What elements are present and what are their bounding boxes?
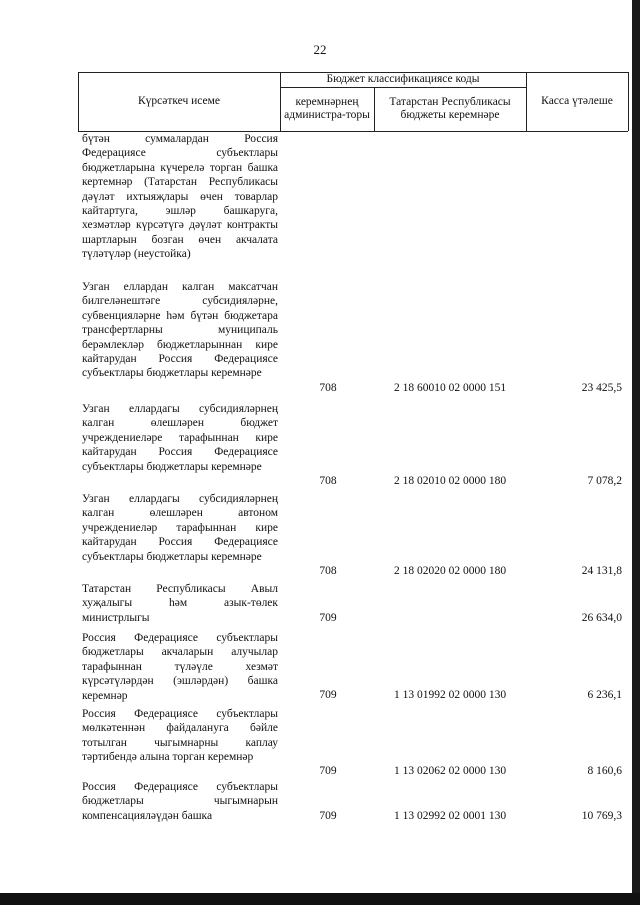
header-cash-col: Касса үтәлеше (541, 95, 613, 107)
row-amount: 8 160,6 (587, 765, 622, 777)
row-name: Россия Федерациясе субъектлары мөлкәтеннән файдалануга бәйле тотылган чыгымнарны каплау тәртибендә алына торган керемнәр (82, 708, 278, 764)
header-name-col: Күрсәткеч исеме (137, 95, 221, 107)
header-right-border (628, 72, 629, 131)
row-name: Узган еллардан калган максатчан билгеләнештәге субсидияләрне, субвенцияләрне һәм бүтән бюджетара трансфертларны муниципаль берәмлекләр бюджетларыннан кире кайтарудан Россия Федерациясе субъектлары бюджетлары керемнәре (82, 281, 278, 380)
row-admin: 708 (319, 475, 337, 487)
row-admin: 708 (319, 565, 337, 577)
header-admin-col: керемнәрнең администра-торы (284, 96, 370, 121)
row-name: Татарстан Республикасы Авыл хуҗалыгы һәм азык-төлек министрлыгы (82, 583, 278, 624)
table-row (78, 488, 628, 578)
budget-table (78, 72, 628, 858)
table-row (78, 702, 628, 778)
row-admin: 709 (319, 612, 337, 624)
row-code: 2 18 02010 02 0000 180 (393, 475, 507, 487)
header-budget-group: Бюджет классификациясе коды (326, 73, 480, 85)
row-code: 1 13 02992 02 0001 130 (393, 810, 507, 822)
table-row (78, 132, 628, 280)
row-name: Узган еллардагы субсидияләрнең калган өлешләрен автоном учреждениеләр тарафыннан кире кайтарудан Россия Федерациясе субъектлары бюджетлары керемнәре (82, 493, 278, 563)
row-name: Узган еллардагы субсидияләрнең калган өлешләрен бюджет учреждениеләре тарафыннан кире кайтарудан Россия Федерациясе субъектлары бюджетлары керемнәре (82, 403, 278, 473)
row-name: бүтән суммалардан Россия Федерациясе субъектлары бюджетларына күчерелә торган башка кертемнәр (Татарстан Республикасы дәүләт ихтыяҗлары өчен товарлар кайтартуга, эшләр башкаруга, хезмәтләр күрсәтүгә дәүләт контракты шартларын бозган өчен акчалата түләтүләр (неустойка) (82, 133, 278, 261)
table-row (78, 778, 628, 828)
header-tatarstan-col: Татарстан Республикасы бюджеты керемнәре (389, 96, 511, 121)
row-name: Россия Федерациясе субъектлары бюджетлары акчаларын алучылар тарафыннан түләүле хезмәт күрсәтүләрдән (эшләрдән) башка керемнәр (82, 632, 278, 702)
row-amount: 10 769,3 (581, 810, 622, 822)
table-body (78, 132, 628, 828)
row-amount: 23 425,5 (581, 382, 622, 394)
row-code: 2 18 60010 02 0000 151 (393, 382, 507, 394)
row-admin: 709 (319, 689, 337, 701)
row-admin: 709 (319, 810, 337, 822)
row-name: Россия Федерациясе субъектлары бюджетлары чыгымнарын компенсацияләүдән башка (82, 781, 278, 822)
row-code: 1 13 02062 02 0000 130 (393, 765, 507, 777)
row-amount: 24 131,8 (581, 565, 622, 577)
table-row (78, 578, 628, 626)
table-row (78, 398, 628, 488)
row-admin: 708 (319, 382, 337, 394)
row-code: 2 18 02020 02 0000 180 (393, 565, 507, 577)
row-admin: 709 (319, 765, 337, 777)
header-divider-3 (526, 72, 527, 131)
row-code: 1 13 01992 02 0000 130 (393, 689, 507, 701)
page-number: 22 (313, 42, 327, 57)
scan-right-edge (632, 0, 640, 905)
header-divider-2 (374, 87, 375, 131)
table-row (78, 280, 628, 398)
scan-bottom-edge (0, 893, 640, 905)
row-amount: 6 236,1 (587, 689, 622, 701)
table-row (78, 626, 628, 702)
row-amount: 26 634,0 (581, 612, 622, 624)
row-amount: 7 078,2 (587, 475, 622, 487)
